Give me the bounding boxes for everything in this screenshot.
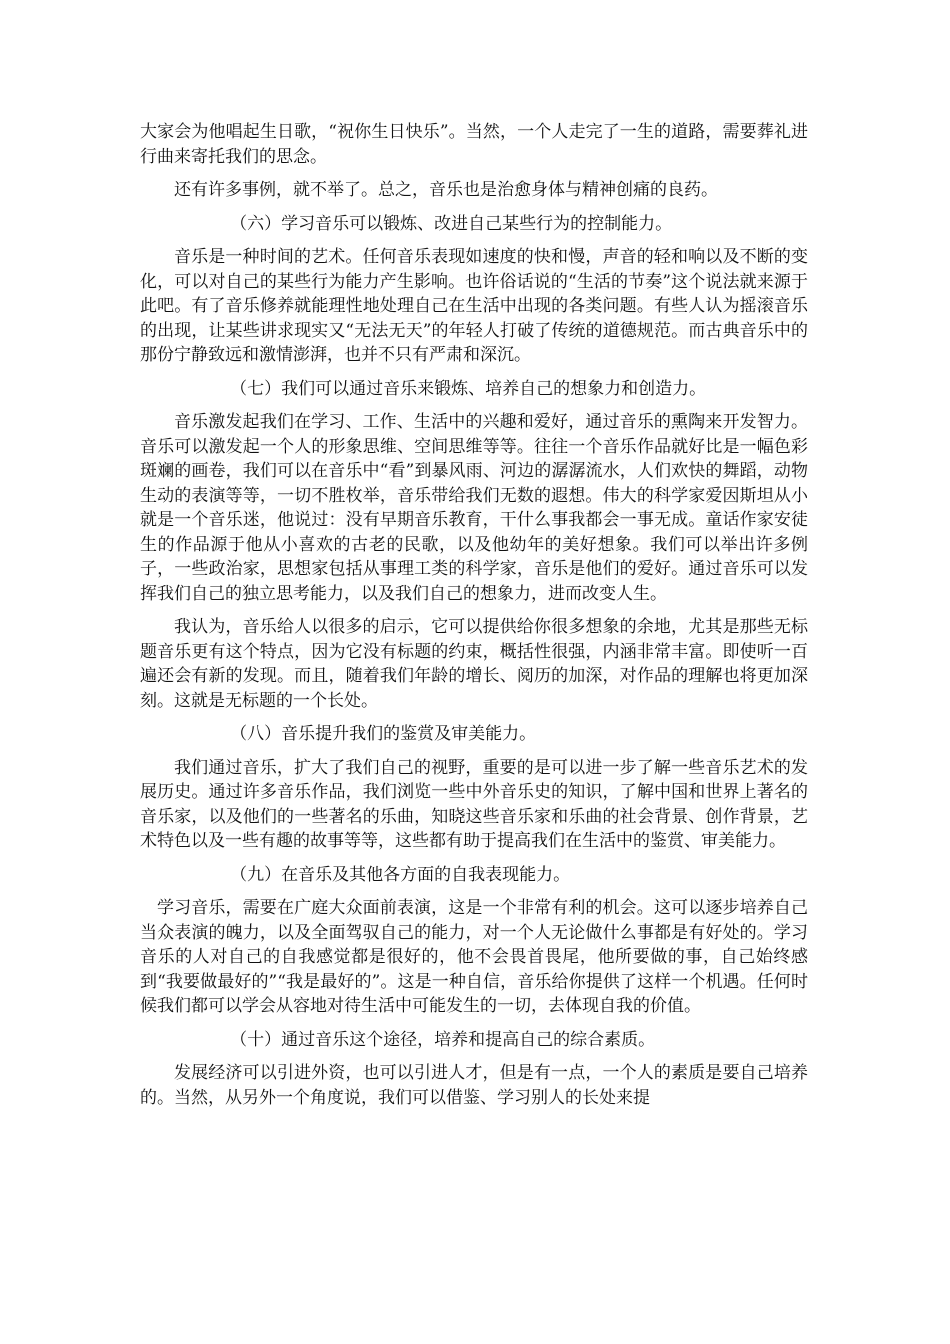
- section-heading-8: （八）音乐提升我们的鉴赏及审美能力。: [230, 724, 537, 744]
- paragraph-summary: 还有许多事例，就不举了。总之，音乐也是治愈身体与精神创痛的良药。: [174, 180, 718, 200]
- paragraph-continuation: 大家会为他唱起生日歌，“祝你生日快乐”。当然，一个人走完了一生的道路，需要葬礼进行曲来寄托我们的思念。: [140, 122, 808, 167]
- paragraph-quality: 发展经济可以引进外资，也可以引进人才，但是有一点，一个人的素质是要自己培养的。当然，从另外一个角度说，我们可以借鉴、学习别人的长处来提: [140, 1063, 808, 1108]
- paragraph-rhythm: 音乐是一种时间的艺术。任何音乐表现如速度的快和慢，声音的轻和响以及不断的变化，可以对自己的某些行为能力产生影响。也许俗话说的“生活的节奏”这个说法就来源于此吧。有了音乐修养就能理性地处理自己在生活中出现的各类问题。有些人认为摇滚音乐的出现，让某些讲求现实又“无法无天”的年轻人打破了传统的道德规范。而古典音乐中的那份宁静致远和激情澎湃，也并不只有严肃和深沉。: [140, 247, 808, 365]
- paragraph-inspiration: 我认为，音乐给人以很多的启示，它可以提供给你很多想象的余地，尤其是那些无标题音乐更有这个特点，因为它没有标题的约束，概括性很强，内涵非常丰富。即使听一百遍还会有新的发现。而且，随着我们年龄的增长、阅历的加深，对作品的理解也将更加深刻。这就是无标题的一个长处。: [140, 617, 808, 711]
- section-heading-10: （十）通过音乐这个途径，培养和提高自己的综合素质。: [230, 1029, 656, 1050]
- paragraph-self-expression: 学习音乐，需要在广庭大众面前表演，这是一个非常有利的机会。这可以逐步培养自己当众表演的魄力，以及全面驾驭自己的能力，对一个人无论做什么事都是有好处的。学习音乐的人对自己的自我感觉都是很好的，他不会畏首畏尾，他所要做的事，自己始终感到“我要做最好的”“我是最好的”。这是一种自信，音乐给你提供了这样一个机遇。任何时候我们都可以学会从容地对待生活中可能发生的一切，去体现自我的价值。: [140, 898, 808, 1016]
- section-heading-9: （九）在音乐及其他各方面的自我表现能力。: [230, 864, 571, 885]
- paragraph-imagination: 音乐激发起我们在学习、工作、生活中的兴趣和爱好，通过音乐的熏陶来开发智力。音乐可以激发起一个人的形象思维、空间思维等等。往往一个音乐作品就好比是一幅色彩斑斓的画卷，我们可以在音乐中“看”到暴风雨、河边的潺潺流水，人们欢快的舞蹈，动物生动的表演等等，一切不胜枚举，音乐带给我们无数的遐想。伟大的科学家爱因斯坦从小就是一个音乐迷，他说过：没有早期音乐教育，干什么事我都会一事无成。童话作家安徒生的作品源于他从小喜欢的古老的民歌，以及他幼年的美好想象。我们可以举出许多例子，一些政治家，思想家包括从事理工类的科学家，音乐是他们的爱好。通过音乐可以发挥我们自己的独立思考能力，以及我们自己的想象力，进而改变人生。: [140, 412, 808, 604]
- document-body: [140, 120, 808, 1119]
- section-heading-6: （六）学习音乐可以锻炼、改进自己某些行为的控制能力。: [230, 213, 673, 234]
- section-heading-7: （七）我们可以通过音乐来锻炼、培养自己的想象力和创造力。: [230, 378, 707, 399]
- paragraph-appreciation: 我们通过音乐，扩大了我们自己的视野，重要的是可以进一步了解一些音乐艺术的发展历史。通过许多音乐作品，我们浏览一些中外音乐史的知识，了解中国和世界上著名的音乐家，以及他们的一些著名的乐曲，知晓这些音乐家和乐曲的社会背景、创作背景，艺术特色以及一些有趣的故事等等，这些都有助于提高我们在生活中的鉴赏、审美能力。: [140, 757, 808, 851]
